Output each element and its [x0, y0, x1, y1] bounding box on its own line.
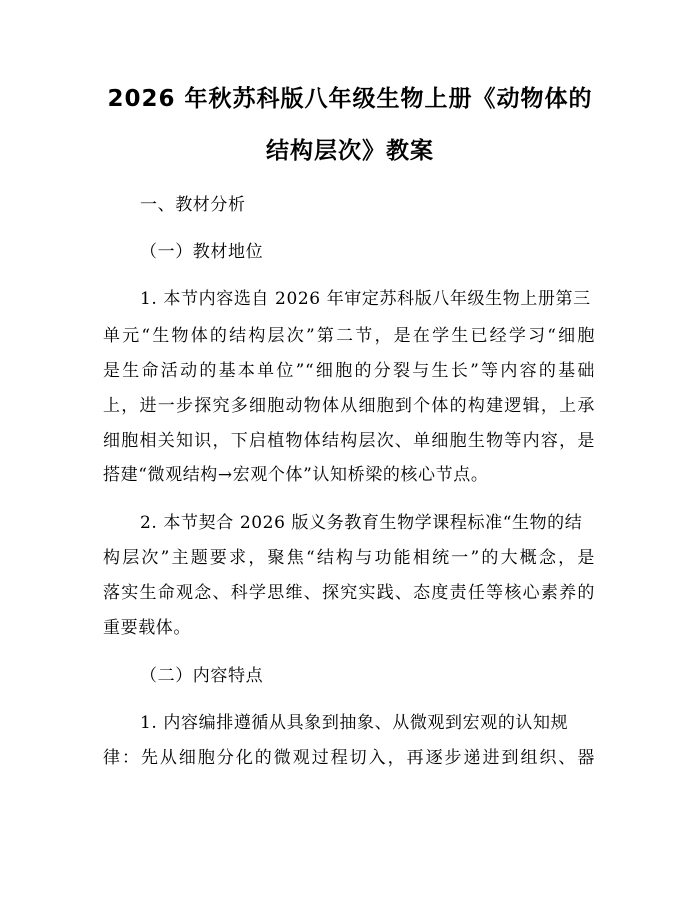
paragraph-line: 1. 内容编排遵循从具象到抽象、从微观到宏观的认知规 — [140, 713, 569, 733]
paragraph-line: 单元“生物体的结构层次”第二节，是在学生已经学习“细胞 — [103, 326, 595, 346]
paragraph-line: 落实生命观念、科学思维、探究实践、态度责任等核心素养的 — [103, 583, 595, 603]
paragraph-line: 1. 本节内容选自 2026 年审定苏科版八年级生物上册第三 — [140, 289, 591, 309]
paragraph-line: 是生命活动的基本单位”“细胞的分裂与生长”等内容的基础 — [103, 361, 595, 381]
section-heading: 一、教材分析 — [140, 195, 246, 215]
paragraph-line: 2. 本节契合 2026 版义务教育生物学课程标准“生物的结 — [140, 513, 583, 533]
paragraph-line: 上，进一步探究多细胞动物体从细胞到个体的构建逻辑，上承 — [103, 396, 595, 416]
paragraph-line: 搭建“微观结构→宏观个体”认知桥梁的核心节点。 — [103, 465, 489, 485]
subsection-heading: （一）教材地位 — [140, 242, 264, 262]
paragraph-line: 构层次”主题要求，聚焦“结构与功能相统一”的大概念，是 — [103, 548, 595, 568]
paragraph-line: 细胞相关知识，下启植物体结构层次、单细胞生物等内容，是 — [103, 431, 595, 451]
paragraph-line: 律：先从细胞分化的微观过程切入，再逐步递进到组织、器 — [103, 748, 595, 768]
document-title-line-2: 结构层次》教案 — [266, 138, 434, 164]
subsection-heading: （二）内容特点 — [140, 666, 264, 686]
paragraph-line: 重要载体。 — [103, 618, 191, 638]
document-title-line-1: 2026 年秋苏科版八年级生物上册《动物体的 — [107, 86, 593, 112]
